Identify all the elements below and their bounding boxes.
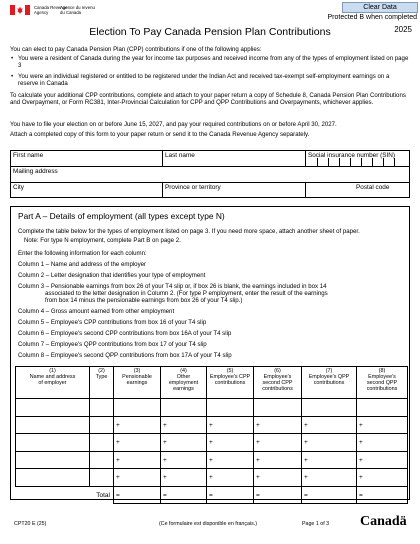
amount-cell[interactable]: +: [302, 434, 357, 452]
col-6-header: (6) Employee's second CPP contributions: [254, 367, 302, 399]
total-row: [16, 486, 408, 504]
intro-lead: You can elect to pay Canada Pension Plan (CPP) contributions if one of the following applies:: [10, 46, 262, 53]
page-title: Election To Pay Canada Pension Plan Contributions: [89, 26, 331, 38]
column-description: associated to the letter designation in Column 2. (For type P employment, enter the result of the earnings: [45, 290, 328, 297]
amount-cell[interactable]: +: [114, 469, 161, 487]
amount-cell[interactable]: +: [207, 416, 254, 434]
type-cell[interactable]: [90, 434, 114, 452]
amount-cell[interactable]: +: [254, 469, 302, 487]
amount-cell[interactable]: +: [207, 434, 254, 452]
amount-cell[interactable]: +: [207, 451, 254, 469]
table-row: [16, 469, 408, 487]
agency-name-en: Canada Revenue Agency: [34, 5, 68, 15]
intro-bullet: • You were a resident of Canada during the year for income tax purposes and received income from any of the types of employment listed on page 3: [11, 55, 409, 70]
amount-cell[interactable]: [114, 399, 161, 417]
total-cell[interactable]: =: [357, 486, 408, 504]
column-description: Column 7 – Employee's QPP contributions from box 17 of your T4 slip: [18, 341, 207, 348]
amount-cell[interactable]: [161, 399, 207, 417]
amount-cell[interactable]: [207, 399, 254, 417]
intro-deadline-text: You have to file your election on or before June 15, 2027, and pay your required contributions on or before April 30, 2027.: [10, 121, 337, 128]
col-2-header: (2) Type: [90, 367, 114, 399]
amount-cell[interactable]: [254, 399, 302, 417]
total-cell[interactable]: =: [114, 486, 161, 504]
amount-cell[interactable]: +: [114, 434, 161, 452]
canada-wordmark-logo: Canadä: [360, 514, 407, 529]
total-cell[interactable]: =: [254, 486, 302, 504]
amount-cell[interactable]: +: [161, 451, 207, 469]
total-cell[interactable]: =: [302, 486, 357, 504]
column-description: Column 4 – Gross amount earned from other employment: [18, 308, 175, 315]
column-description: from box 14 minus the pensionable earnings from box 26 of your T4 slip.): [45, 297, 243, 304]
employer-cell[interactable]: [16, 399, 90, 417]
amount-cell[interactable]: +: [161, 416, 207, 434]
col-8-header: (8) Employee's second QPP contributions: [357, 367, 408, 399]
table-row: [16, 434, 408, 452]
last-name-field[interactable]: Last name: [165, 152, 195, 159]
amount-cell[interactable]: +: [254, 451, 302, 469]
amount-cell[interactable]: +: [302, 416, 357, 434]
part-a-instruction: Complete the table below for the types of employment listed on page 3. If you need more space, attach another sheet of paper.: [18, 228, 360, 235]
intro-bullet: • You were an individual registered or entitled to be registered under the Indian Act and received tax-exempt self-employment earnings on a reserve in Canada: [11, 73, 390, 88]
column-description: Column 2 – Letter designation that identifies your type of employment: [18, 272, 206, 279]
form-number: CPT20 E (25): [14, 521, 47, 527]
column-description: Column 3 – Pensionable earnings from box 26 of your T4 slip or, if box 26 is blank, the earnings included in box 14: [18, 283, 327, 290]
type-cell[interactable]: [90, 399, 114, 417]
agency-name-fr: Agence du revenu du Canada: [60, 5, 95, 15]
amount-cell[interactable]: +: [357, 451, 408, 469]
intro-calc-text: To calculate your additional CPP contributions, complete and attach to your paper return a copy of Schedule 8, Canada Pension Plan Contributions and Overpayment, or Form RC381, Inter-Provincial Calculation for CPP and QPP Contributions and Overpayments, whichever applies.: [10, 92, 406, 107]
col-4-header: (4) Other employment earnings: [161, 367, 207, 399]
amount-cell[interactable]: +: [207, 469, 254, 487]
french-availability-note: (Ce formulaire est disponible en français.): [159, 521, 258, 527]
province-field[interactable]: Province or territory: [165, 184, 221, 191]
amount-cell[interactable]: [302, 399, 357, 417]
part-a-enter-text: Enter the following information for each column:: [18, 250, 147, 257]
protected-label: Protected B when completed: [327, 14, 417, 21]
clear-data-button[interactable]: Clear Data: [342, 2, 418, 13]
amount-cell[interactable]: [357, 399, 408, 417]
type-cell[interactable]: [90, 416, 114, 434]
table-row: [16, 416, 408, 434]
postal-code-field[interactable]: Postal code: [356, 184, 390, 191]
amount-cell[interactable]: +: [254, 434, 302, 452]
col-1-header: (1) Name and address of employer: [16, 367, 90, 399]
amount-cell[interactable]: +: [254, 416, 302, 434]
column-description: Column 1 – Name and address of the employer: [18, 261, 147, 268]
employment-table: [15, 366, 408, 504]
employer-cell[interactable]: [16, 416, 90, 434]
part-a-note: Note: For type N employment, complete Part B on page 2.: [24, 237, 181, 244]
amount-cell[interactable]: +: [161, 469, 207, 487]
col-7-header: (7) Employee's QPP contributions: [302, 367, 357, 399]
total-label-cell: Total: [16, 486, 114, 504]
column-description: Column 8 – Employee's second QPP contributions from box 17A of your T4 slip: [18, 352, 232, 359]
amount-cell[interactable]: +: [357, 469, 408, 487]
column-description: Column 5 – Employee's CPP contributions from box 16 of your T4 slip: [18, 319, 207, 326]
mailing-address-field[interactable]: Mailing address: [13, 168, 58, 175]
table-header-row: [16, 367, 408, 399]
type-cell[interactable]: [90, 469, 114, 487]
form-year: 2025: [394, 25, 412, 34]
col-3-header: (3) Pensionable earnings: [114, 367, 161, 399]
city-field[interactable]: City: [13, 184, 25, 191]
type-cell[interactable]: [90, 451, 114, 469]
employer-cell[interactable]: [16, 434, 90, 452]
amount-cell[interactable]: +: [302, 469, 357, 487]
amount-cell[interactable]: +: [357, 416, 408, 434]
table-row: [16, 451, 408, 469]
total-cell[interactable]: =: [207, 486, 254, 504]
amount-cell[interactable]: +: [302, 451, 357, 469]
canada-flag-icon: [10, 5, 30, 15]
employer-cell[interactable]: [16, 469, 90, 487]
amount-cell[interactable]: +: [114, 416, 161, 434]
table-row: [16, 399, 408, 417]
col-5-header: (5) Employee's CPP contributions: [207, 367, 254, 399]
intro-attach-text: Attach a completed copy of this form to your paper return or send it to the Canada Revenue Agency separately.: [10, 131, 310, 138]
amount-cell[interactable]: +: [161, 434, 207, 452]
total-cell[interactable]: =: [161, 486, 207, 504]
page-number: Page 1 of 3: [302, 521, 330, 527]
first-name-field[interactable]: First name: [13, 152, 44, 159]
amount-cell[interactable]: +: [114, 451, 161, 469]
column-description: Column 6 – Employee's second CPP contributions from box 16A of your T4 slip: [18, 330, 232, 337]
sin-field[interactable]: Social insurance number (SIN): [308, 152, 396, 159]
employer-cell[interactable]: [16, 451, 90, 469]
amount-cell[interactable]: +: [357, 434, 408, 452]
part-a-title: Part A – Details of employment (all types except type N): [18, 211, 225, 221]
